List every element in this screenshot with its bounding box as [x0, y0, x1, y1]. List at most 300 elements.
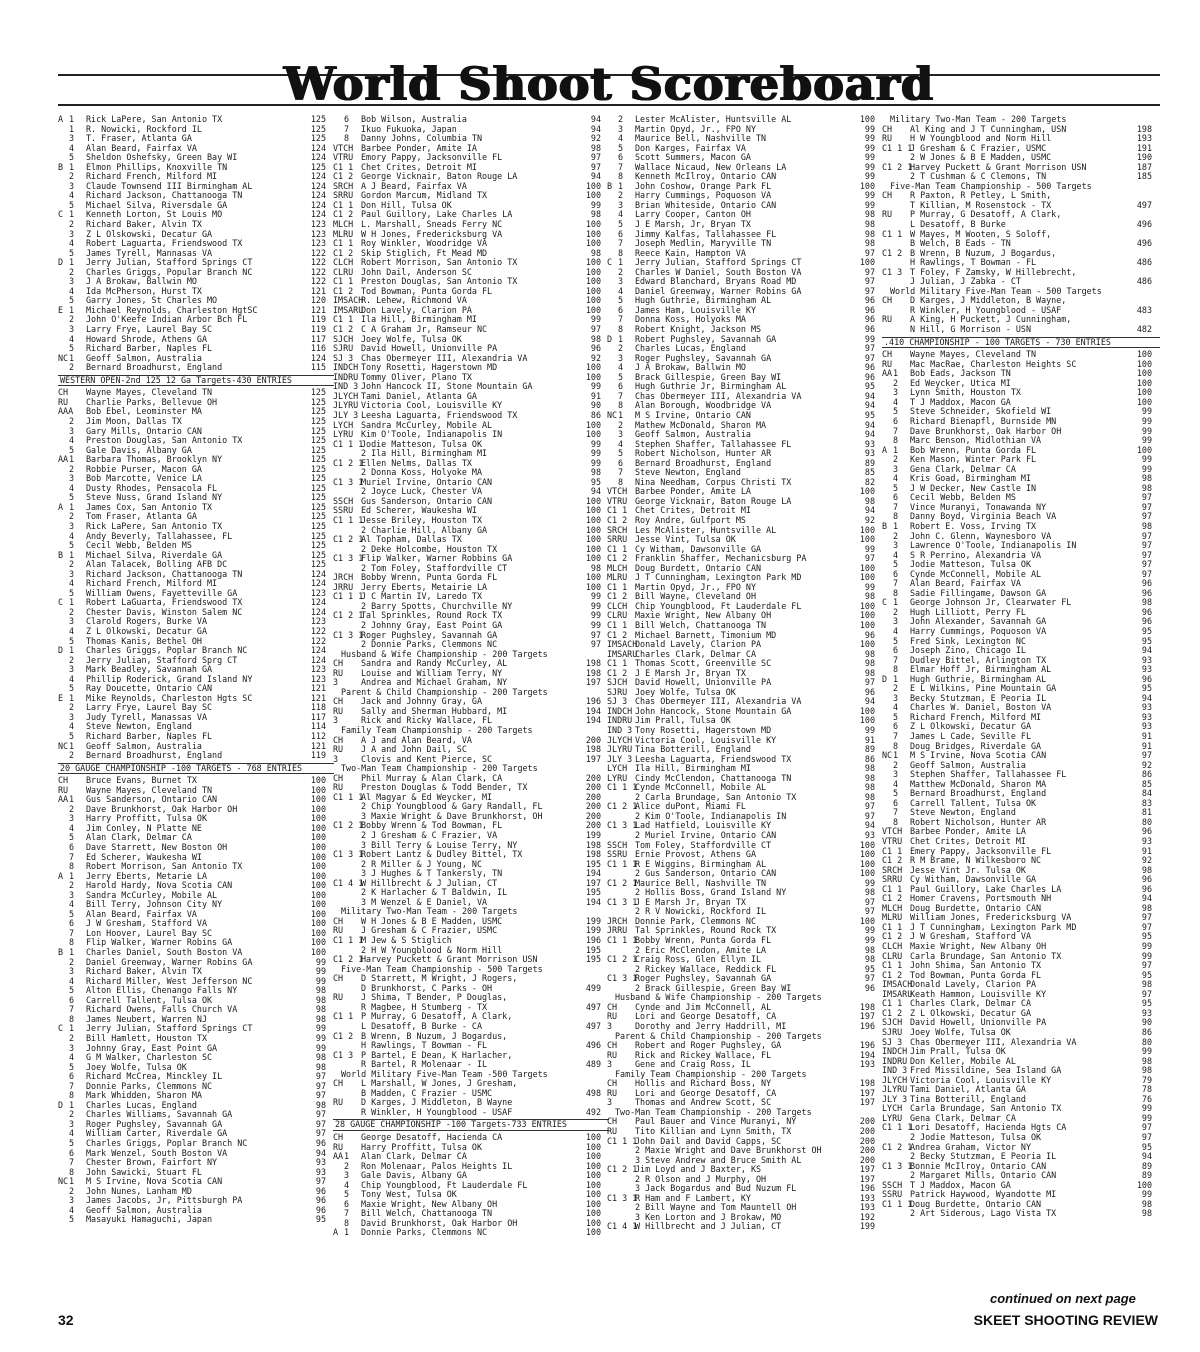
shooter-name: T J Maddox, Macon GA — [910, 397, 1011, 407]
score: 96 — [590, 343, 601, 354]
shooter-name: Homer Cravens, Portsmouth NH — [910, 894, 1052, 904]
shooter-name: Richard Bienapfl, Burnside MN — [910, 416, 1057, 426]
shooter-name: Gena Clark, Delmar CA — [910, 1113, 1016, 1123]
result-row — [607, 602, 883, 612]
result-row — [58, 417, 334, 427]
place — [893, 350, 910, 360]
class-code — [58, 1044, 69, 1054]
result-row — [607, 230, 883, 240]
result-row — [333, 621, 609, 631]
shooter-name: Les McAlister, Huntsville AL — [635, 525, 777, 535]
score: 98 — [315, 1052, 326, 1063]
class-code: C1 1 — [607, 658, 628, 669]
score: 89 — [864, 457, 875, 468]
score: 100 — [1136, 368, 1152, 379]
score: 187 — [1136, 161, 1152, 172]
score: 100 — [585, 429, 601, 440]
shooter-name: Andrea and Michael Graham, NY — [361, 678, 508, 688]
place — [344, 1108, 361, 1118]
result-row — [333, 459, 609, 469]
score: 198 — [585, 667, 601, 678]
score: 100 — [859, 486, 875, 497]
place: 1 — [69, 947, 75, 958]
shooter-name: Bruce Evans, Burnet TX — [86, 776, 197, 786]
result-row — [882, 249, 1160, 259]
shooter-name: Bill Hamlett, Houston TX — [86, 1033, 208, 1043]
section-heading: World Military Five-Man Team - 500 Targets — [890, 285, 1102, 296]
shooter-name: John Dail, Anderson SC — [361, 267, 472, 277]
result-row — [333, 487, 609, 497]
result-row — [882, 1171, 1160, 1181]
score: 97 — [1141, 750, 1152, 761]
shooter-name: Steve Newton, England — [86, 722, 192, 732]
shooter-name: Craig Ross, Glen Ellyn IL — [635, 955, 762, 965]
class-code: D — [882, 673, 888, 684]
score: 92 — [1141, 759, 1152, 770]
result-row — [607, 907, 883, 917]
result-row — [333, 449, 609, 459]
result-row — [607, 554, 883, 564]
class-code: INDRU — [607, 715, 633, 726]
class-code — [607, 354, 618, 364]
place: 6 — [69, 1147, 75, 1158]
shooter-name: Jim Prall, Tulsa OK — [910, 1047, 1006, 1057]
place: 2 — [69, 415, 75, 426]
score: 93 — [1141, 721, 1152, 732]
result-row — [882, 163, 1160, 173]
score: 98 — [1141, 864, 1152, 875]
score: 112 — [310, 731, 326, 741]
place: 3 — [69, 133, 75, 144]
class-code: C1 2 1 — [333, 534, 364, 545]
score: 119 — [310, 750, 326, 761]
score: 124 — [310, 645, 326, 656]
shooter-name: Jesse Vint Jr. Tulsa OK — [910, 865, 1026, 875]
score: 98 — [1141, 902, 1152, 913]
score: 97 — [1141, 501, 1152, 512]
shooter-name: Charles W. Daniel, Boston VA — [910, 703, 1052, 713]
shooter-name: J W Gresham, Stafford VA — [910, 932, 1032, 942]
class-code: CLCH — [882, 941, 903, 952]
result-row — [58, 929, 334, 939]
shooter-name: David Brunkhorst, Oak Harbor OH — [361, 1218, 518, 1228]
class-code — [58, 675, 69, 685]
class-code — [58, 172, 69, 182]
result-row — [58, 363, 334, 373]
score: 95 — [315, 1214, 326, 1225]
score: 99 — [590, 314, 601, 325]
class-code: JRRU — [333, 581, 354, 592]
place: 4 — [69, 1052, 75, 1063]
score: 100 — [310, 784, 326, 795]
score: 98 — [1141, 1198, 1152, 1209]
score: 96 — [315, 1185, 326, 1196]
result-row — [333, 401, 609, 411]
result-row — [333, 277, 609, 287]
place: 2 — [69, 956, 75, 967]
result-row — [607, 172, 883, 182]
shooter-name: Charles Griggs, Popular Branch NC — [86, 267, 253, 277]
shooter-name: Richard Jackson, Chattanooga TN — [86, 191, 243, 201]
result-row — [882, 258, 1160, 268]
shooter-name: Barbee Ponder, Amite LA — [910, 827, 1026, 837]
score: 84 — [1141, 788, 1152, 799]
shooter-name: 2 Joyce Luck, Chester VA — [361, 487, 483, 497]
score: 98 — [864, 495, 875, 506]
score: 100 — [585, 266, 601, 277]
shooter-name: Brack Gillespie, Green Bay WI — [635, 372, 782, 382]
score: 98 — [1141, 1065, 1152, 1076]
result-row — [882, 465, 1160, 475]
shooter-name: Andrea Graham, Victor NY — [910, 1142, 1032, 1152]
score: 97 — [590, 152, 601, 163]
shooter-name: M S Irvine, Ontario CAN — [635, 410, 751, 420]
result-row — [333, 335, 609, 345]
shooter-name: William Jones, Fredericksburg VA — [910, 913, 1072, 923]
shooter-name: Masayuki Hamaguchi, Japan — [86, 1215, 213, 1225]
class-code — [58, 824, 69, 834]
result-row — [882, 191, 1160, 201]
shooter-name: 2 Tom Foley, Staffordville CT — [361, 563, 508, 573]
class-code — [607, 115, 618, 125]
class-code: C1 2 — [607, 514, 628, 525]
place — [618, 1146, 635, 1156]
shooter-name: Victoria Cool, Louisville KY — [635, 735, 777, 745]
class-code — [882, 541, 893, 551]
score: 489 — [585, 1059, 601, 1070]
place: 4 — [618, 362, 624, 373]
place — [344, 736, 361, 746]
place: 1 — [69, 123, 75, 134]
result-row — [58, 900, 334, 910]
class-code — [58, 287, 69, 297]
place — [893, 1209, 910, 1219]
result-row — [58, 732, 334, 742]
place: 6 — [618, 152, 624, 163]
shooter-name: Tina Botterill, England — [910, 1094, 1026, 1104]
place: 2 — [69, 1109, 75, 1120]
result-row — [333, 258, 609, 268]
shooter-name: Preston Douglas, San Antonio TX — [86, 436, 243, 446]
section-heading: Parent & Child Championship - 200 Targets — [341, 686, 548, 697]
score: 97 — [864, 276, 875, 287]
result-row — [882, 1085, 1160, 1095]
class-code — [58, 814, 69, 824]
place: 4 — [69, 238, 75, 249]
score: 99 — [864, 877, 875, 888]
score: 100 — [1136, 444, 1152, 455]
score: 190 — [1136, 152, 1152, 163]
score: 100 — [859, 619, 875, 630]
place: 3 — [69, 1195, 75, 1206]
score: 100 — [585, 1151, 601, 1162]
shooter-name: W H Jones, Fredericksburg VA — [361, 229, 503, 239]
shooter-name: J A Brokaw, Ballwin MO — [635, 363, 746, 373]
class-code — [607, 1146, 618, 1156]
shooter-name: Richard Baker, Alvin TX — [86, 967, 202, 977]
results-column-3 — [607, 115, 883, 1305]
class-code: E — [58, 692, 64, 703]
shooter-name: Alan Beard, Fairfax VA — [86, 909, 197, 919]
score: 98 — [1141, 520, 1152, 531]
shooter-name: T. Fraser, Atlanta GA — [86, 134, 192, 144]
result-row — [58, 656, 334, 666]
class-code: C1 1 — [882, 921, 903, 932]
score: 100 — [585, 553, 601, 564]
section-heading: Family Team Championship - 200 Targets — [341, 725, 533, 735]
score: 194 — [585, 896, 601, 907]
result-row — [58, 182, 334, 192]
place: 6 — [893, 492, 899, 503]
shooter-name: Joseph Medlin, Maryville TN — [635, 239, 772, 249]
score: 96 — [864, 686, 875, 697]
place — [344, 1133, 361, 1143]
class-code: B — [607, 180, 613, 191]
class-code: C1 1 1 — [882, 1122, 913, 1133]
shooter-name: 3 Ken Lorton and J Brokaw, MO — [635, 1212, 782, 1222]
shooter-name: Victoria Cool, Louisville KY — [361, 401, 503, 411]
result-row — [882, 315, 1160, 325]
score: 198 — [859, 1001, 875, 1012]
score: 97 — [315, 1176, 326, 1187]
score: 100 — [585, 534, 601, 545]
score: 98 — [1141, 482, 1152, 493]
score: 94 — [590, 115, 601, 124]
place: 2 — [69, 880, 75, 891]
shooter-name: D Brunkhorst, C Parks - OH — [361, 983, 493, 993]
class-code: LYRU — [333, 429, 354, 440]
shooter-name: Barbee Ponder, Amite LA — [635, 487, 751, 497]
class-code: C1 2 — [607, 667, 628, 678]
class-code: C1 1 — [333, 161, 354, 172]
result-row — [607, 592, 883, 602]
score: 125 — [310, 396, 326, 407]
class-code — [607, 134, 618, 144]
shooter-name: Wallace Nicaud, New Orleans LA — [635, 162, 787, 172]
place: 2 — [69, 606, 75, 617]
class-code: CH — [333, 1078, 344, 1089]
result-row — [333, 1089, 609, 1099]
result-row — [882, 742, 1160, 752]
score: 499 — [585, 982, 601, 993]
shooter-name: Z L Olkowski, Decatur GA — [86, 626, 208, 636]
shooter-name: 2 H W Youngblood & Norm Hill — [361, 945, 503, 955]
shooter-name: Don Karges, Fairfax VA — [635, 143, 746, 153]
result-row — [882, 579, 1160, 589]
score: 93 — [1141, 654, 1152, 665]
shooter-name: Maxie Wright, New Albany OH — [635, 611, 772, 621]
shooter-name: Robert E. Voss, Irving TX — [910, 521, 1037, 531]
score: 98 — [315, 994, 326, 1005]
shooter-name: Sandra McCurley, Mobile AL — [361, 420, 493, 430]
score: 99 — [315, 1042, 326, 1053]
shooter-name: Carla Brundage, San Antonio TX — [910, 1104, 1062, 1114]
shooter-name: H W Youngblood and Norm Hill — [910, 134, 1052, 144]
class-code: RU — [333, 925, 344, 936]
shooter-name: John Sawicki, Stuart FL — [86, 1167, 202, 1177]
results-column-2 — [333, 115, 609, 1305]
class-code: RU — [882, 209, 893, 220]
score: 98 — [864, 954, 875, 965]
score: 194 — [585, 705, 601, 716]
result-row — [58, 1015, 334, 1025]
result-row — [882, 296, 1160, 306]
place: 1 — [893, 520, 899, 531]
shooter-name: Sally and Sherman Hubbard, MI — [361, 706, 508, 716]
result-row — [58, 153, 334, 163]
place: 7 — [69, 851, 75, 862]
class-code — [333, 1200, 344, 1210]
shooter-name: Scott Summers, Macon GA — [635, 153, 751, 163]
score: 100 — [585, 362, 601, 373]
result-row — [607, 354, 883, 364]
score: 100 — [310, 832, 326, 843]
result-row — [882, 971, 1160, 981]
result-row — [607, 936, 883, 946]
score: 86 — [864, 753, 875, 764]
score: 196 — [859, 1020, 875, 1031]
class-code — [58, 134, 69, 144]
score: 96 — [315, 1137, 326, 1148]
result-row — [333, 707, 609, 717]
score: 97 — [864, 896, 875, 907]
result-row — [882, 134, 1160, 144]
score: 98 — [315, 985, 326, 996]
shooter-name: Alan Borough, Woodbridge VA — [635, 401, 772, 411]
class-code: C1 3 1 — [333, 629, 364, 640]
place: 5 — [893, 788, 899, 799]
page-title: World Shoot Scoreboard — [283, 57, 935, 111]
shooter-name: M S Irvine, Nova Scotia CAN — [86, 1177, 223, 1187]
score: 97 — [315, 1071, 326, 1082]
shooter-name: R. Nowicki, Rockford IL — [86, 124, 202, 134]
shooter-name: Donald Lavely, Clarion PA — [910, 980, 1037, 990]
place: 6 — [618, 457, 624, 468]
score: 125 — [310, 115, 326, 124]
shooter-name: Roger Pughsley, Savannah GA — [635, 974, 772, 984]
shooter-name: Ila Hill, Birmingham MI — [635, 764, 751, 774]
score: 122 — [310, 257, 326, 268]
class-code — [333, 802, 344, 812]
place: 5 — [893, 559, 899, 570]
result-row — [333, 373, 609, 383]
result-row — [882, 818, 1160, 828]
score: 100 — [585, 219, 601, 230]
shooter-name: Robert Laguarta, Friendswood TX — [86, 239, 243, 249]
score: 93 — [315, 1157, 326, 1168]
score: 98 — [864, 209, 875, 220]
result-row — [333, 125, 609, 135]
shooter-name: Charles Daniel, South Boston VA — [86, 948, 243, 958]
class-code: SJCH — [882, 1017, 903, 1028]
place — [618, 1051, 635, 1061]
class-code — [58, 617, 69, 627]
shooter-name: J E Marsh Jr, Bryan TX — [635, 897, 746, 907]
result-row — [882, 360, 1160, 370]
result-row — [333, 1133, 609, 1143]
score: 99 — [1141, 463, 1152, 474]
score: 94 — [1141, 645, 1152, 656]
result-row — [333, 669, 609, 679]
class-code: C1 1 — [607, 505, 628, 516]
result-row — [58, 786, 334, 796]
score: 99 — [590, 381, 601, 392]
score: 91 — [864, 734, 875, 745]
score: 200 — [859, 1116, 875, 1127]
class-code: CLRU — [333, 266, 354, 277]
class-code: RU — [882, 358, 893, 369]
shooter-name: Kenneth McIlroy, Ontario CAN — [635, 172, 777, 182]
shooter-name: J A and John Dail, SC — [361, 745, 467, 755]
class-code: LYRU — [882, 1112, 903, 1123]
class-code — [882, 579, 893, 589]
shooter-name: Don Hill, Tulsa OK — [361, 200, 452, 210]
class-code: JLYCH — [333, 390, 359, 401]
result-row — [882, 230, 1160, 240]
class-code: C1 3 1 — [607, 896, 638, 907]
result-row — [333, 936, 609, 946]
shooter-name: Carrell Tallent, Tulsa OK — [86, 995, 213, 1005]
score: 124 — [310, 568, 326, 579]
shooter-name: James Neubert, Warren NJ — [86, 1014, 208, 1024]
place: 3 — [618, 352, 624, 363]
score: 97 — [1141, 540, 1152, 551]
result-row — [607, 650, 883, 660]
result-row — [333, 573, 609, 583]
place: 7 — [893, 807, 899, 818]
shooter-name: Chas Obermeyer III, Alexandria VA — [635, 697, 802, 707]
class-code: JLY 3 — [607, 753, 633, 764]
place: 8 — [344, 1217, 350, 1228]
score: 100 — [859, 600, 875, 611]
shooter-name: Keath Hammon, Louisville KY — [910, 989, 1047, 999]
class-code: SJRU — [882, 1026, 903, 1037]
result-row — [333, 793, 609, 803]
result-row — [58, 751, 334, 761]
class-code: C1 1 1 — [333, 438, 364, 449]
class-code — [607, 373, 618, 383]
score: 99 — [315, 1023, 326, 1034]
result-row — [58, 862, 334, 872]
result-row — [333, 611, 609, 621]
result-row — [607, 210, 883, 220]
shooter-name: 2 Maxie Wright and Dave Brunkhorst OH — [635, 1146, 822, 1156]
result-row — [607, 1051, 883, 1061]
shooter-name: P Murray, G Desatoff, A Clark, — [361, 1012, 513, 1022]
shooter-name: Jack and Johnny Gray, GA — [361, 697, 483, 707]
shooter-name: 2 J Gresham & C Frazier, VA — [361, 831, 498, 841]
score: 124 — [310, 654, 326, 665]
result-row — [58, 446, 334, 456]
section-heading: Five-Man Team Championship - 500 Targets — [890, 180, 1092, 191]
result-row — [333, 268, 609, 278]
result-row — [607, 1184, 883, 1194]
score: 98 — [864, 763, 875, 774]
result-row — [333, 545, 609, 555]
shooter-name: Patrick Haywood, Wyandotte MI — [910, 1190, 1057, 1200]
place: 5 — [618, 219, 624, 230]
shooter-name: Tito Killian and Lynn Smith, TX — [635, 1126, 792, 1136]
result-row — [58, 1196, 334, 1206]
result-row — [607, 946, 883, 956]
score: 97 — [864, 247, 875, 258]
shooter-name: 2 R V Nowicki, Rockford IL — [635, 907, 767, 917]
class-code — [58, 853, 69, 863]
shooter-name: R E Wiggins, Birmingham AL — [635, 859, 767, 869]
result-row — [882, 503, 1160, 513]
shooter-name: Bob Marcotte, Venice LA — [86, 474, 202, 484]
score: 496 — [1136, 219, 1152, 230]
